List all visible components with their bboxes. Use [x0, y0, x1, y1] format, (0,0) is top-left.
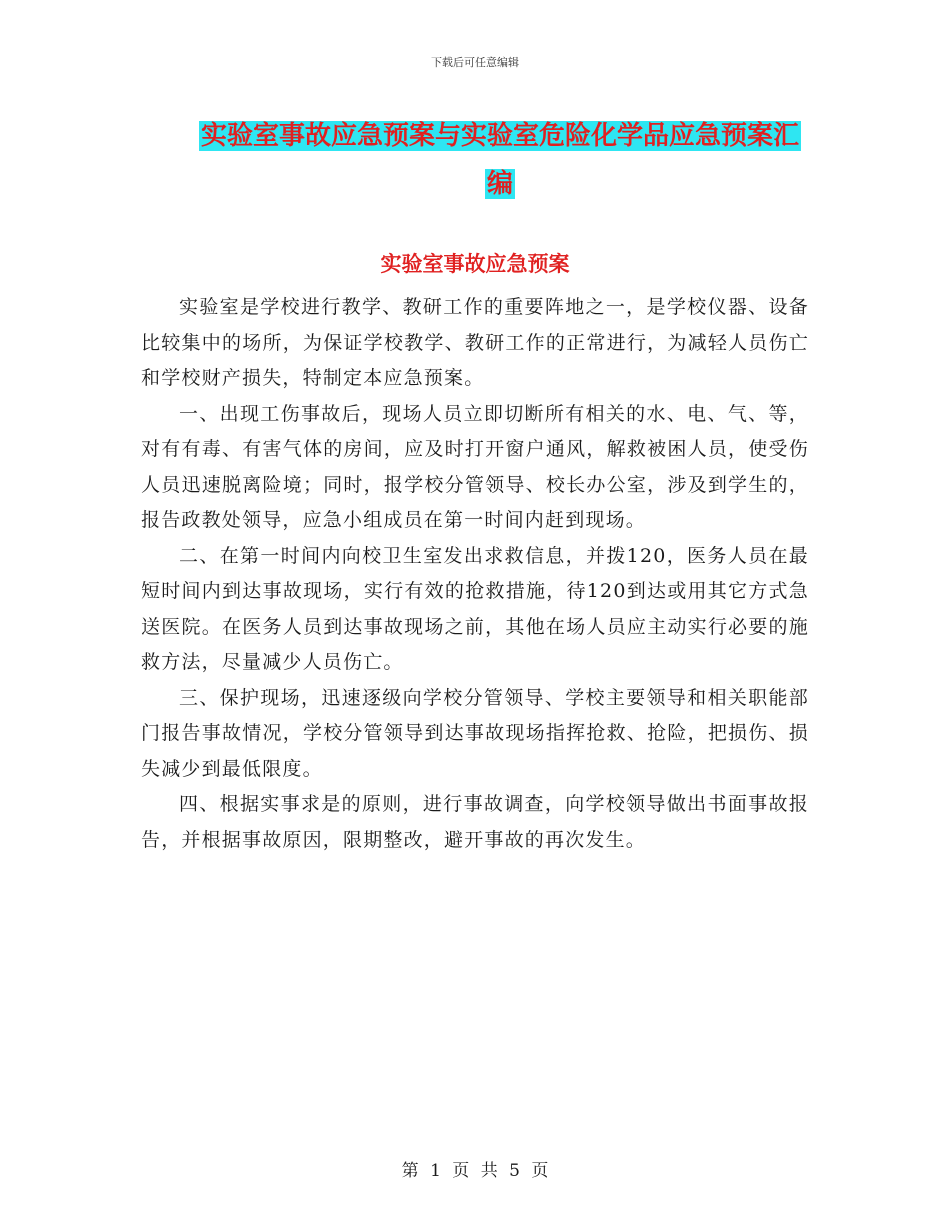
paragraph-step-2: 二、在第一时间内向校卫生室发出求救信息，并拨120，医务人员在最短时间内到达事故现场，实行有效的抢救措施，待120到达或用其它方式急送医院。在医务人员到达事故现场之前，其他在场人员应主动实行必要的施救方法，尽量减少人员伤亡。	[141, 544, 809, 673]
paragraph-intro: 实验室是学校进行教学、教研工作的重要阵地之一，是学校仪器、设备比较集中的场所，为保证学校教学、教研工作的正常进行，为减轻人员伤亡和学校财产损失，特制定本应急预案。	[141, 296, 809, 389]
paragraph-step-4: 四、根据实事求是的原则，进行事故调查，向学校领导做出书面事故报告，并根据事故原因，限期整改，避开事故的再次发生。	[141, 793, 809, 851]
document-title-line-2: 编	[486, 169, 513, 199]
paragraph-step-1: 一、出现工伤事故后，现场人员立即切断所有相关的水、电、气、等，对有有毒、有害气体的房间，应及时打开窗户通风，解救被困人员，使受伤人员迅速脱离险境；同时，报学校分管领导、校长办公室，涉及到学生的，报告政教处领导，应急小组成员在第一时间内赶到现场。	[141, 402, 809, 531]
document-title-line-1: 实验室事故应急预案与实验室危险化学品应急预案汇	[200, 121, 799, 151]
section-title: 实验室事故应急预案	[380, 252, 570, 276]
page-number-footer: 第 1 页 共 5 页	[401, 1161, 549, 1181]
paragraph-step-3: 三、保护现场，迅速逐级向学校分管领导、学校主要领导和相关职能部门报告事故情况，学校分管领导到达事故现场指挥抢救、抢险，把损伤、损失减少到最低限度。	[141, 686, 809, 780]
document-body	[141, 290, 809, 858]
document-title	[150, 112, 850, 208]
page-header-note: 下载后可任意编辑	[431, 56, 519, 69]
